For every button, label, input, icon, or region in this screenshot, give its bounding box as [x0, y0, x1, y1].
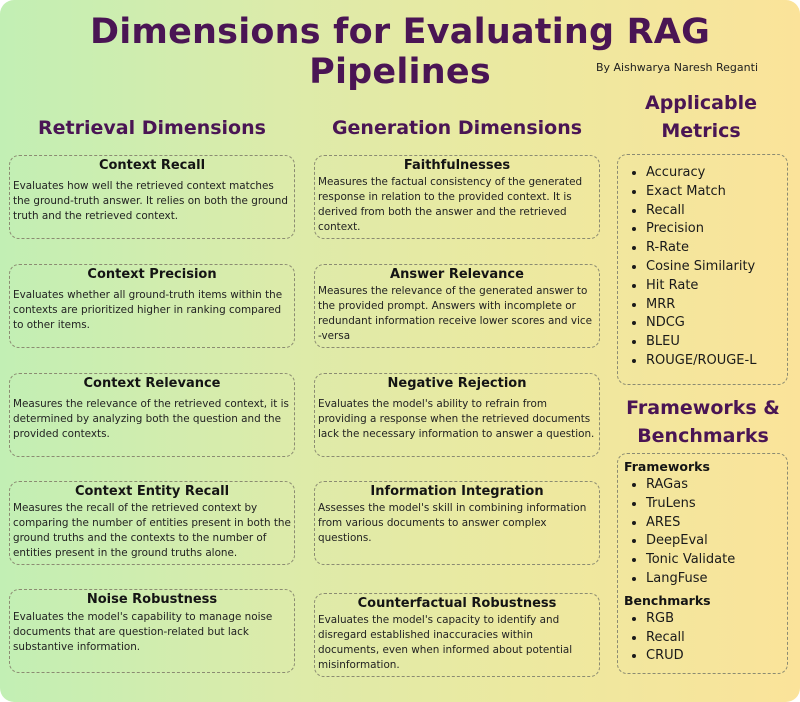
frameworks-heading — [614, 394, 792, 450]
list-item: • CRUD — [646, 647, 787, 666]
metrics-heading-line1: Applicable — [644, 92, 757, 114]
list-item: • ARES — [646, 514, 787, 533]
metrics-heading — [616, 89, 786, 145]
benchmarks-label: Benchmarks — [624, 592, 711, 608]
card-context-entity-recall — [9, 481, 295, 565]
card-title: Context Recall — [98, 158, 206, 173]
card-description: Evaluates the model's ability to refrain from providing a response when the retrieved documents lack the necessary information to answer a question. — [318, 398, 595, 440]
card-title: Context Relevance — [83, 376, 221, 391]
card-description: Evaluates whether all ground-truth items within the contexts are prioritized higher in ranking compared to other items. — [13, 289, 283, 331]
list-item: • Hit Rate — [646, 277, 787, 296]
card-description: Evaluates the model's capability to manage noise documents that are question-related but lack substantive information. — [13, 611, 273, 653]
card-description: Evaluates how well the retrieved context matches the ground-truth answer. It relies on both the ground truth and the retrieved context. — [13, 180, 288, 222]
frameworks-heading-line1: Frameworks & — [626, 397, 780, 419]
list-item: • Tonic Validate — [646, 551, 787, 570]
list-item: • Accuracy — [646, 164, 787, 183]
metrics-list — [618, 164, 787, 371]
frameworks-list — [618, 476, 787, 589]
list-item: • Precision — [646, 220, 787, 239]
retrieval-heading: Retrieval Dimensions — [38, 117, 266, 139]
metrics-box — [617, 154, 788, 385]
frameworks-label: Frameworks — [624, 459, 710, 474]
list-item: • Recall — [646, 629, 787, 648]
card-description: Measures the factual consistency of the generated response in relation to the provided context. It is derived from both the answer and the retrieved context. — [318, 176, 583, 233]
card-title: Context Precision — [87, 267, 217, 282]
metrics-heading-line2: Metrics — [661, 120, 741, 142]
card-context-relevance — [9, 373, 295, 457]
card-answer-relevance — [314, 264, 600, 348]
list-item: • RAGas — [646, 476, 787, 495]
card-description: Assesses the model's skill in combining information from various documents to answer complex questions. — [318, 502, 587, 544]
card-description: Measures the relevance of the generated answer to the provided prompt. Answers with incomplete or redundant information receive lower scores and vice -versa — [318, 285, 593, 342]
list-item: • ROUGE/ROUGE-L — [646, 352, 787, 371]
list-item: • BLEU — [646, 333, 787, 352]
card-title: Information Integration — [370, 484, 544, 499]
card-counterfactual-robustness — [314, 593, 600, 677]
generation-heading: Generation Dimensions — [331, 117, 583, 139]
card-context-precision — [9, 264, 295, 348]
card-title: Counterfactual Robustness — [357, 596, 557, 611]
list-item: • Cosine Similarity — [646, 258, 787, 277]
card-title: Noise Robustness — [86, 592, 218, 607]
list-item: • MRR — [646, 296, 787, 315]
card-negative-rejection — [314, 373, 600, 457]
card-description: Measures the relevance of the retrieved context, it is determined by analyzing both the question and the provided contexts. — [13, 398, 289, 440]
list-item: • DeepEval — [646, 532, 787, 551]
list-item: • LangFuse — [646, 570, 787, 589]
card-title: Faithfulnesses — [403, 158, 511, 173]
card-title: Context Entity Recall — [74, 484, 230, 499]
list-item: • Exact Match — [646, 183, 787, 202]
benchmarks-list — [618, 610, 787, 666]
list-item: • TruLens — [646, 495, 787, 514]
frameworks-box — [617, 453, 788, 674]
list-item: • Recall — [646, 202, 787, 221]
list-item: • R-Rate — [646, 239, 787, 258]
page-title: Dimensions for Evaluating RAG Pipelines — [89, 12, 711, 92]
card-context-recall — [9, 155, 295, 239]
list-item: • NDCG — [646, 314, 787, 333]
frameworks-heading-line2: Benchmarks — [637, 425, 769, 447]
card-title: Answer Relevance — [390, 267, 524, 282]
card-faithfulness — [314, 155, 600, 239]
card-noise-robustness — [9, 589, 295, 673]
list-item: • RGB — [646, 610, 787, 629]
author-byline: By Aishwarya Naresh Reganti — [595, 61, 758, 74]
card-description: Measures the recall of the retrieved context by comparing the number of entities present in both the ground truths and the contexts to the number of entities present in the ground truths alone. — [13, 502, 291, 559]
card-description: Evaluates the model's capacity to identify and disregard established inaccuracies within documents, even when informed about potential misinformation. — [318, 614, 573, 671]
card-title: Negative Rejection — [387, 376, 527, 391]
card-information-integration — [314, 481, 600, 565]
